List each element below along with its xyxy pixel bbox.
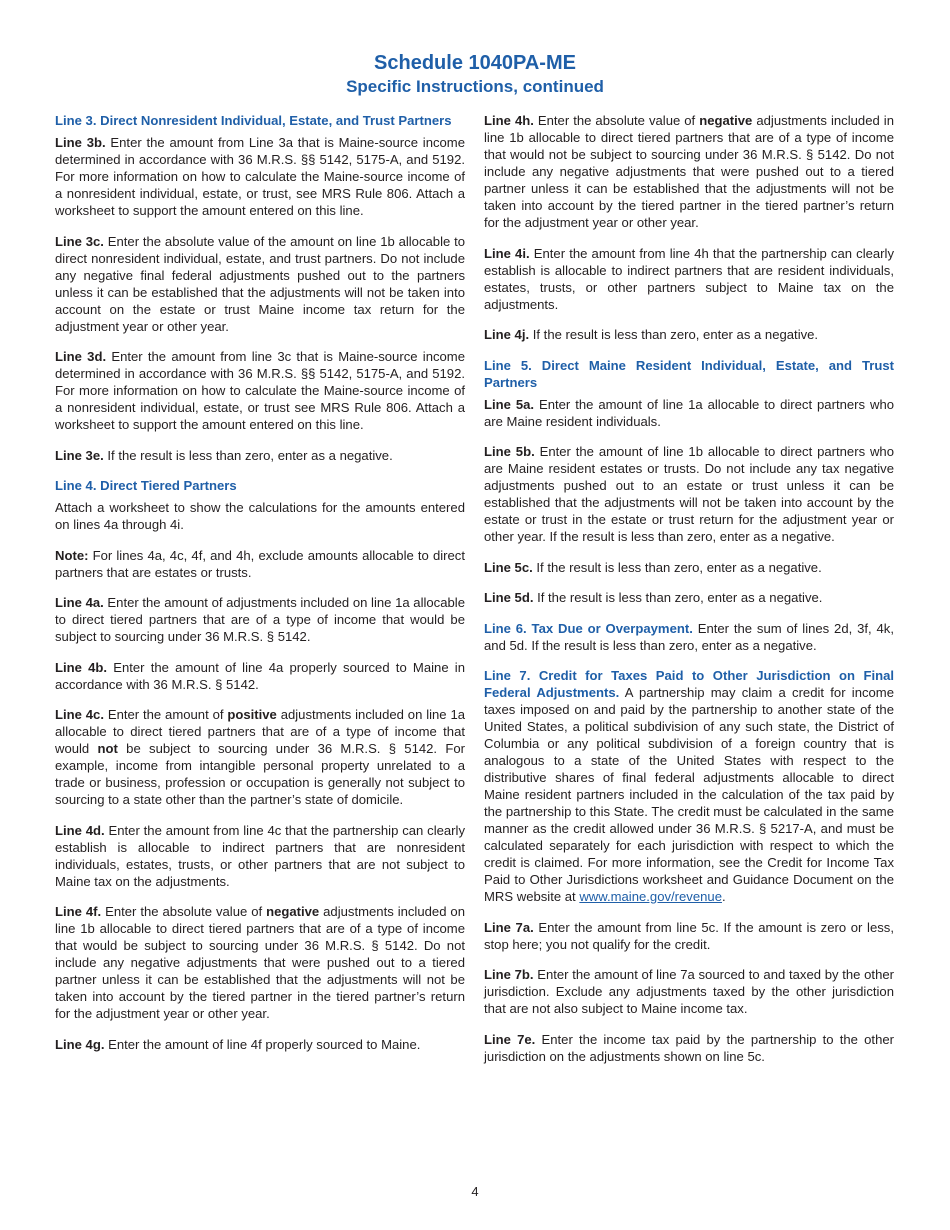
label-line-4d: Line 4d. xyxy=(55,822,105,838)
text-line-7a: Enter the amount from line 5c. If the amount is zero or less, stop here; you not qualify for the credit. xyxy=(484,919,894,952)
label-line-3c: Line 3c. xyxy=(55,233,104,249)
text-line-7-end: . xyxy=(721,889,726,904)
para-line-4b xyxy=(55,659,465,693)
para-note xyxy=(55,547,465,581)
para-attach-worksheet: Attach a worksheet to show the calculations for the amounts entered on lines 4a through 4i. xyxy=(55,500,465,532)
schedule-title: Schedule 1040PA-ME xyxy=(374,52,576,74)
label-line-3e: Line 3e. xyxy=(55,447,104,463)
label-line-5b: Line 5b. xyxy=(484,444,535,459)
label-line-5a: Line 5a. xyxy=(484,396,535,412)
para-line-4g xyxy=(55,1036,465,1053)
para-line-3c xyxy=(55,233,465,335)
para-line-5b xyxy=(484,443,894,545)
label-note: Note: xyxy=(55,547,89,563)
text-note: For lines 4a, 4c, 4f, and 4h, exclude amounts allocable to direct partners that are estates or trusts. xyxy=(55,547,465,580)
para-line-5a xyxy=(484,396,894,430)
schedule-subtitle: Specific Instructions, continued xyxy=(346,77,604,96)
para-line-6 xyxy=(484,620,894,654)
label-line-4a: Line 4a. xyxy=(55,595,104,610)
text-line-4g: Enter the amount of line 4f properly sourced to Maine. xyxy=(104,1036,421,1052)
text-line-3d: Enter the amount from line 3c that is Maine-source income determined in accordance with 36 M.R.S. §§ 5142, 5175-A, and 5192. For more information on how to calculate the Maine-source income of a nonresident individual, estate, or trust see MRS Rule 806. Attach a worksheet to support the amount entered on this line. xyxy=(55,349,465,432)
para-line-4c xyxy=(55,706,465,808)
heading-line-7: Line 7. Credit for Taxes Paid to Other Jurisdiction on Final Federal Adjustments. xyxy=(484,668,894,700)
text-line-4f-part1: Enter the absolute value of xyxy=(101,904,267,919)
text-line-5d: If the result is less than zero, enter as a negative. xyxy=(533,590,823,605)
page-header xyxy=(0,50,950,98)
text-line-5b: Enter the amount of line 1b allocable to direct partners who are Maine resident estates or trusts. Do not include any tax negative adjustments pushed out to an estate or trust unless it can be established that the adjustments will not be taken into account by the estate or trust in the estate or trust return for the adjustment year or other year. If the result is less than zero, enter as a negative. xyxy=(484,444,894,544)
text-line-4h-part1: Enter the absolute value of xyxy=(533,113,700,128)
para-line-5d xyxy=(484,589,894,606)
para-line-3e xyxy=(55,447,465,464)
para-line-7a xyxy=(484,919,894,953)
text-line-5c: If the result is less than zero, enter as a negative. xyxy=(532,559,822,575)
text-line-4i: Enter the amount from line 4h that the partnership can clearly establish is allocable to indirect partners that are resident individuals, estates, trusts, or other partners subject to Maine tax on the adjustments. xyxy=(484,245,894,312)
para-line-4f xyxy=(55,903,465,1022)
text-line-4c-part3: be subject to sourcing under 36 M.R.S. § 5142. For example, income from intangible personal property unrelated to a trade or business, profession or occupation is generally not subject to sourcing to a state other than the partner’s state of domicile. xyxy=(55,741,466,807)
label-line-4g: Line 4g. xyxy=(55,1036,105,1052)
emphasis-not: not xyxy=(97,741,118,756)
right-column xyxy=(484,112,894,1078)
label-line-5d: Line 5d. xyxy=(484,590,534,605)
heading-line-4: Line 4. Direct Tiered Partners xyxy=(55,478,237,493)
heading-line-3: Line 3. Direct Nonresident Individual, Estate, and Trust Partners xyxy=(55,113,452,128)
label-line-3b: Line 3b. xyxy=(55,135,106,150)
para-line-7 xyxy=(484,667,894,905)
text-line-4f-part2: adjustments included on line 1b allocable to direct tiered partners that are of a type of income that would be subject to sourcing under 36 M.R.S. § 5142. Do not include any negative adjustments that were pushed out to a tiered partner unless it can be established that the adjustments will not be taken into account by the tiered partner in the tiered partner’s return for the adjustment year or other year. xyxy=(55,904,465,1021)
text-line-4c-part1: Enter the amount of xyxy=(103,707,228,722)
text-line-7e: Enter the income tax paid by the partnership to the other jurisdiction on the adjustments shown on line 5c. xyxy=(484,1031,894,1064)
label-line-4i: Line 4i. xyxy=(484,245,530,261)
text-line-7b: Enter the amount of line 7a sourced to and taxed by the other jurisdiction. Exclude any adjustments taxed by the other jurisdiction that are not also subject to Maine income tax. xyxy=(484,967,894,1016)
para-line-5c xyxy=(484,559,894,576)
label-line-7b: Line 7b. xyxy=(484,967,534,982)
label-line-4c: Line 4c. xyxy=(55,707,104,722)
text-line-4a: Enter the amount of adjustments included on line 1a allocable to direct tiered partners that are of a type of income that would be subject to sourcing under 36 M.R.S. § 5142. xyxy=(55,595,465,644)
text-line-3e: If the result is less than zero, enter as a negative. xyxy=(103,447,393,463)
label-line-4b: Line 4b. xyxy=(55,659,108,675)
para-line-4i xyxy=(484,245,894,313)
label-line-7a: Line 7a. xyxy=(484,919,534,935)
para-line-4h xyxy=(484,112,894,231)
text-line-7: A partnership may claim a credit for income taxes imposed on and paid by the partnership to another state of the United States, a political subdivision of any such state, the District of Columbia or any political subdivision of a foreign country that is analogous to a state of the United States with respect to the distributive shares of final federal adjustments allocable to direct Maine resident partners included in the calculation of the tax paid by the partnership to this State. The credit must be calculated in the same manner as the credit allowed under 36 M.R.S. § 5217-A, and must be calculated separately for each jurisdiction with respect to which the credit is claimed. For more information, see the Credit for Income Tax Paid to Other Jurisdictions worksheet and Guidance Document on the MRS website at xyxy=(484,685,894,904)
text-line-5a: Enter the amount of line 1a allocable to direct partners who are Maine resident individuals. xyxy=(484,396,895,429)
heading-line-5: Line 5. Direct Maine Resident Individual, Estate, and Trust Partners xyxy=(484,357,894,390)
emphasis-negative: negative xyxy=(266,904,320,919)
left-column xyxy=(55,112,465,1066)
emphasis-negative: negative xyxy=(699,113,753,128)
text-line-4b: Enter the amount of line 4a properly sourced to Maine in accordance with 36 M.R.S. § 5142. xyxy=(55,659,465,692)
maine-revenue-link[interactable]: www.maine.gov/revenue xyxy=(579,889,722,904)
heading-line-6: Line 6. Tax Due or Overpayment. xyxy=(484,620,693,636)
label-line-4h: Line 4h. xyxy=(484,113,534,128)
text-line-4h-part2: adjustments included in line 1b allocable to direct tiered partners that are of a type of income that would not be subject to sourcing under 36 M.R.S. § 5142. Do not include any negative adjustments that were pushed out to a tiered partner unless it can be established that the adjustments will not be taken into account by the tiered partner in the tiered partner’s return for the adjustment year or other year. xyxy=(484,113,894,230)
para-line-3b xyxy=(55,134,465,219)
text-line-4c-part2: adjustments included on line 1a allocable to direct tiered partners that are of a type of income that would xyxy=(55,707,466,756)
para-line-7e xyxy=(484,1031,894,1065)
page-number: 4 xyxy=(471,1184,479,1199)
text-line-3b: Enter the amount from Line 3a that is Maine-source income determined in accordance with 36 M.R.S. §§ 5142, 5175-A, and 5192. For more information on how to calculate the Maine-source income of a nonresident individual, estate, or trust, see MRS Rule 806. Attach a worksheet to support the amount entered on this line. xyxy=(55,135,465,218)
text-line-4j: If the result is less than zero, enter as a negative. xyxy=(529,327,819,342)
label-line-5c: Line 5c. xyxy=(484,559,533,575)
para-line-4d xyxy=(55,822,465,890)
para-line-4a xyxy=(55,594,465,645)
para-line-3d xyxy=(55,348,465,433)
text-line-6: Enter the sum of lines 2d, 3f, 4k, and 5d. If the result is less than zero, enter as a negative. xyxy=(484,620,894,653)
label-line-3d: Line 3d. xyxy=(55,349,107,364)
label-line-4f: Line 4f. xyxy=(55,904,102,919)
para-line-4j xyxy=(484,326,894,343)
label-line-7e: Line 7e. xyxy=(484,1031,536,1047)
text-line-4d: Enter the amount from line 4c that the partnership can clearly establish is allocable to indirect partners that are nonresident individuals, estates, trusts, or other partners that are not subject to Maine tax on the adjustments. xyxy=(55,822,465,889)
label-line-4j: Line 4j. xyxy=(484,327,530,342)
para-line-7b xyxy=(484,966,894,1017)
text-line-3c: Enter the absolute value of the amount on line 1b allocable to direct nonresident individual, estate, and trust partners. Do not include any negative final federal adjustments pushed out to the partners unless it can be established that the adjustments will not be taken into account on the estate or trust Maine income tax return for the adjustment year or other year. xyxy=(55,233,466,334)
emphasis-positive: positive xyxy=(227,707,277,722)
